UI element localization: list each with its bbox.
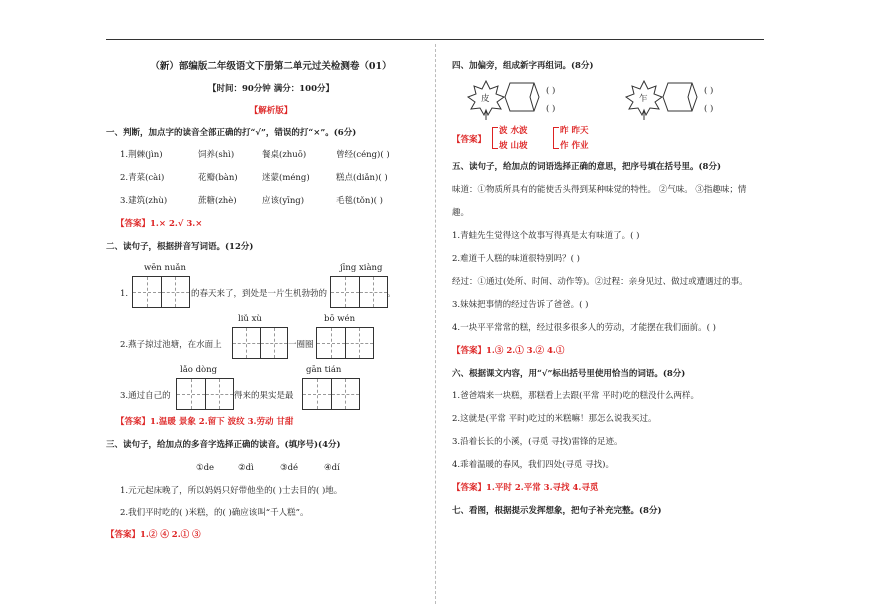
q6-sentence-4: 4.乖着温暖的春风，我们四处(寻觅 寻找)。 <box>452 460 614 470</box>
pinyin-bowen: bō wén <box>324 314 356 324</box>
q4-answer-1: 波 水波 <box>499 126 528 136</box>
q4-answer-label: 【答案】 <box>452 135 487 145</box>
q2-s1-text: 的春天来了，到处是一片生机勃勃的 <box>191 289 328 299</box>
answer-brace <box>492 127 498 149</box>
write-box-jingxiang[interactable] <box>330 276 388 308</box>
q1-row3-b: 蔗糖(zhè) <box>198 196 237 206</box>
q2-s3-mid: 得来的果实是最 <box>234 391 294 401</box>
write-box-gantian[interactable] <box>302 378 360 410</box>
q1-answer: 【答案】1.× 2.√ 3.× <box>116 219 203 229</box>
q3-sentence-2: 2.我们平时吃的( )米糕，的( )确应该叫“千人糕”。 <box>120 508 309 518</box>
time-info: 【时间：90分钟 满分：100分】 <box>207 84 335 94</box>
hexagon-box-icon <box>504 81 540 113</box>
q2-s2-mid: 一圈圈 <box>288 340 314 350</box>
q4-blank-2b[interactable]: ( ) <box>704 104 714 114</box>
pinyin-liuxu: liǔ xù <box>238 314 262 324</box>
q2-s2-text: 2.燕子掠过池塘，在水面上 <box>120 340 222 350</box>
q1-heading: 一、判断，加点字的读音全部正确的打“√”，错误的打“×”。(6分) <box>106 128 357 138</box>
column-divider <box>435 44 436 604</box>
q3-option-1: ①de <box>196 463 215 473</box>
q5-heading: 五、读句子，给加点的词语选择正确的意思，把序号填在括号里。(8分) <box>452 162 721 172</box>
write-box-laodong[interactable] <box>176 378 234 410</box>
q1-row1-c: 餐桌(zhuō) <box>262 150 307 160</box>
top-rule <box>106 39 764 40</box>
q5-def-weidao: 味道：①物质所具有的能使舌头得到某种味觉的特性。 ②气味。 ③指趣味；情 <box>452 185 747 195</box>
hexagon-box-icon <box>662 81 698 113</box>
q1-row2-d: 糕点(diǎn)( ) <box>336 173 388 183</box>
q6-heading: 六、根据课文内容，用“√”标出括号里使用恰当的词语。(8分) <box>452 369 686 379</box>
write-box-bowen[interactable] <box>316 327 374 359</box>
q2-s1-end: 。 <box>387 289 396 299</box>
q1-row2-c: 迷蒙(méng) <box>262 173 310 183</box>
q3-option-4: ④dí <box>324 463 340 473</box>
q3-answer: 【答案】1.② ④ 2.① ③ <box>106 530 201 540</box>
pinyin-jingxiang: jīng xiàng <box>340 263 383 273</box>
q4-blank-2a[interactable]: ( ) <box>704 86 714 96</box>
q4-answer-4: 作 作业 <box>560 141 589 151</box>
q1-row2-b: 花瓣(bàn) <box>198 173 238 183</box>
q4-blank-1b[interactable]: ( ) <box>546 104 556 114</box>
answer-brace <box>553 127 559 149</box>
q3-heading: 三、读句子，给加点的多音字选择正确的读音。(填序号)(4分) <box>106 440 341 450</box>
q6-sentence-2: 2.这就是(平常 平时)吃过的米糕嘛！那怎么说我买过。 <box>452 414 657 424</box>
q1-row2-a: 2.青菜(cài) <box>120 173 165 183</box>
q2-s3-text: 3.通过自己的 <box>120 391 171 401</box>
q5-def-jingguo: 经过：①通过(处所、时间、动作等)。②过程：亲身见过、做过或遭遇过的事。 <box>452 277 748 287</box>
q5-sentence-1: 1.青蛙先生觉得这个故事写得真是太有味道了。( ) <box>452 231 640 241</box>
q6-answer: 【答案】1.平时 2.平常 3.寻找 4.寻觅 <box>452 483 599 493</box>
q4-blank-1a[interactable]: ( ) <box>546 86 556 96</box>
q5-def-weidao-cont: 趣。 <box>452 208 470 218</box>
q1-row1-b: 饲养(shì) <box>198 150 235 160</box>
q3-sentence-1: 1.元元起床晚了，所以妈妈只好带他坐的( )士去目的( )地。 <box>120 486 343 496</box>
q1-row3-d: 毛毯(tǒn)( ) <box>336 196 383 206</box>
pinyin-wennuan: wēn nuǎn <box>144 263 186 273</box>
pinyin-laodong: lǎo dòng <box>180 365 218 375</box>
q2-answer: 【答案】1.温暖 景象 2.留下 波纹 3.劳动 甘甜 <box>116 417 294 427</box>
q3-option-3: ③dé <box>280 463 299 473</box>
q1-row1-a: 1.荆棘(jìn) <box>120 150 163 160</box>
leaf-char-zha: 乍 <box>639 94 648 104</box>
q1-row3-a: 3.建筑(zhù) <box>120 196 168 206</box>
q5-sentence-2: 2.难道千人糕的味道很特别吗？( ) <box>452 254 580 264</box>
q5-sentence-3: 3.妹妹把事情的经过告诉了爸爸。( ) <box>452 300 589 310</box>
page-title: （新）部编版二年级语文下册第二单元过关检测卷（01） <box>150 61 392 72</box>
q1-row1-d: 曾经(céng)( ) <box>336 150 390 160</box>
pinyin-gantian: gān tián <box>306 365 342 375</box>
q4-heading: 四、加偏旁，组成新字再组词。(8分) <box>452 61 594 71</box>
edition-label: 【解析版】 <box>249 106 293 116</box>
q1-row3-c: 应该(yīng) <box>262 196 305 206</box>
q6-sentence-3: 3.沿着长长的小溪，(寻觅 寻找)雷锋的足迹。 <box>452 437 623 447</box>
q5-sentence-4: 4.一块平平常常的糕，经过很多很多人的劳动，才能摆在我们面前。( ) <box>452 323 716 333</box>
q3-option-2: ②dì <box>238 463 254 473</box>
write-box-wennuan[interactable] <box>132 276 190 308</box>
q7-heading: 七、看图，根据提示发挥想象，把句子补充完整。(8分) <box>452 506 662 516</box>
q2-s1-num: 1. <box>120 289 129 299</box>
leaf-char-pi: 皮 <box>481 94 490 104</box>
q5-answer: 【答案】1.③ 2.① 3.② 4.① <box>452 346 565 356</box>
q4-answer-3: 昨 昨天 <box>560 126 589 136</box>
q4-answer-2: 坡 山坡 <box>499 141 528 151</box>
q2-heading: 二、读句子，根据拼音写词语。(12分) <box>106 242 254 252</box>
q6-sentence-1: 1.爸爸端来一块糕，那糕看上去跟(平常 平时)吃的糕没什么两样。 <box>452 391 699 401</box>
write-box-liuxu[interactable] <box>232 327 288 359</box>
